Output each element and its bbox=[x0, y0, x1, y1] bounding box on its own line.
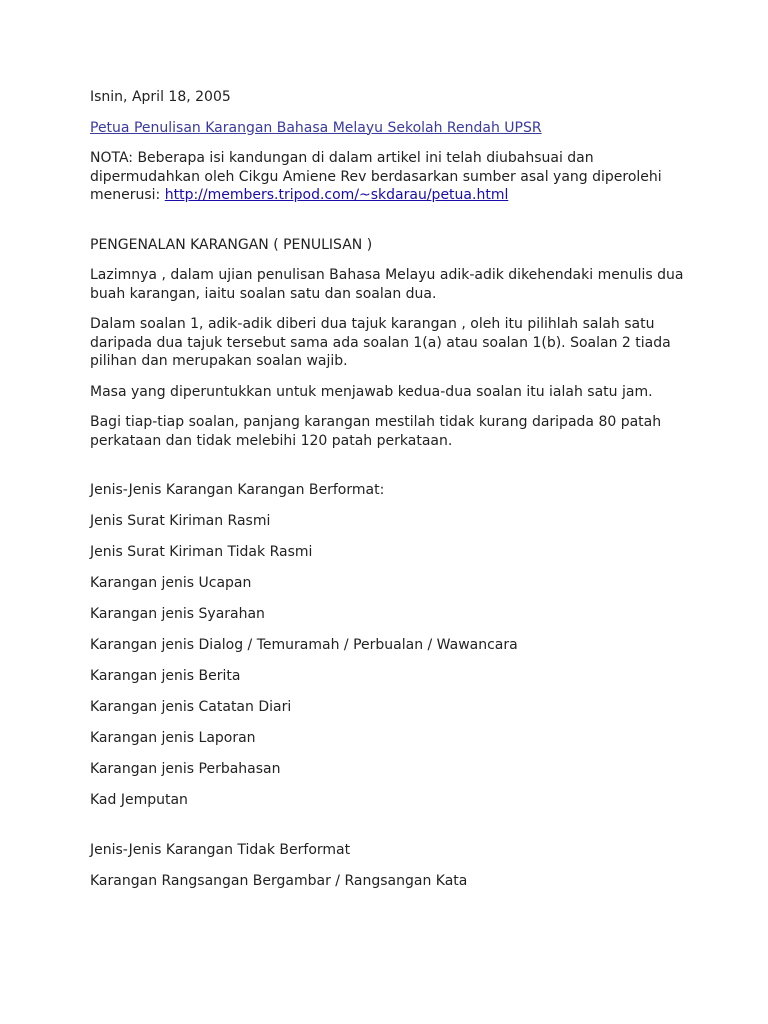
unformatted-item: Karangan Rangsangan Bergambar / Rangsangan Kata bbox=[90, 872, 468, 889]
formatted-item: Jenis Surat Kiriman Rasmi bbox=[90, 513, 271, 529]
note-paragraph bbox=[90, 149, 690, 205]
paragraph-3: Masa yang diperuntukkan untuk menjawab kedua-dua soalan itu ialah satu jam. bbox=[90, 383, 653, 400]
unformatted-heading: Jenis-Jenis Karangan Tidak Berformat bbox=[90, 841, 351, 858]
formatted-item: Karangan jenis Perbahasan bbox=[90, 761, 281, 777]
paragraph-2: Dalam soalan 1, adik-adik diberi dua tajuk karangan , oleh itu pilihlah salah satu daripada dua tajuk tersebut sama ada soalan 1(a) atau soalan 1(b). Soalan 2 tiada pilihan dan merupakan soalan wajib. bbox=[90, 316, 671, 369]
formatted-item: Jenis Surat Kiriman Tidak Rasmi bbox=[90, 544, 313, 560]
title-paragraph bbox=[90, 119, 690, 138]
paragraph-1: Lazimnya , dalam ujian penulisan Bahasa Melayu adik-adik dikehendaki menulis dua buah karangan, iaitu soalan satu dan soalan dua. bbox=[90, 267, 684, 302]
formatted-item: Karangan jenis Ucapan bbox=[90, 575, 252, 591]
post-date: Isnin, April 18, 2005 bbox=[90, 89, 231, 105]
note-text: NOTA: Beberapa isi kandungan di dalam artikel ini telah diubahsuai dan dipermudahkan oleh Cikgu Amiene Rev berdasarkan sumber asal yang diperolehi menerusi: bbox=[90, 150, 662, 203]
formatted-item: Karangan jenis Syarahan bbox=[90, 606, 265, 622]
source-link[interactable]: http://members.tripod.com/~skdarau/petua.html bbox=[164, 187, 509, 203]
formatted-heading: Jenis-Jenis Karangan Karangan Berformat: bbox=[90, 482, 385, 498]
article-title-link[interactable]: Petua Penulisan Karangan Bahasa Melayu Sekolah Rendah UPSR bbox=[90, 119, 542, 136]
formatted-item: Karangan jenis Catatan Diari bbox=[90, 699, 292, 715]
formatted-item: Karangan jenis Laporan bbox=[90, 730, 256, 746]
formatted-item: Kad Jemputan bbox=[90, 792, 188, 808]
intro-heading: PENGENALAN KARANGAN ( PENULISAN ) bbox=[90, 236, 373, 253]
document-page bbox=[90, 88, 690, 890]
formatted-item: Karangan jenis Berita bbox=[90, 668, 241, 684]
formatted-item: Karangan jenis Dialog / Temuramah / Perbualan / Wawancara bbox=[90, 637, 518, 653]
paragraph-4: Bagi tiap-tiap soalan, panjang karangan mestilah tidak kurang daripada 80 patah perkataan dan tidak melebihi 120 patah perkataan. bbox=[90, 414, 662, 449]
